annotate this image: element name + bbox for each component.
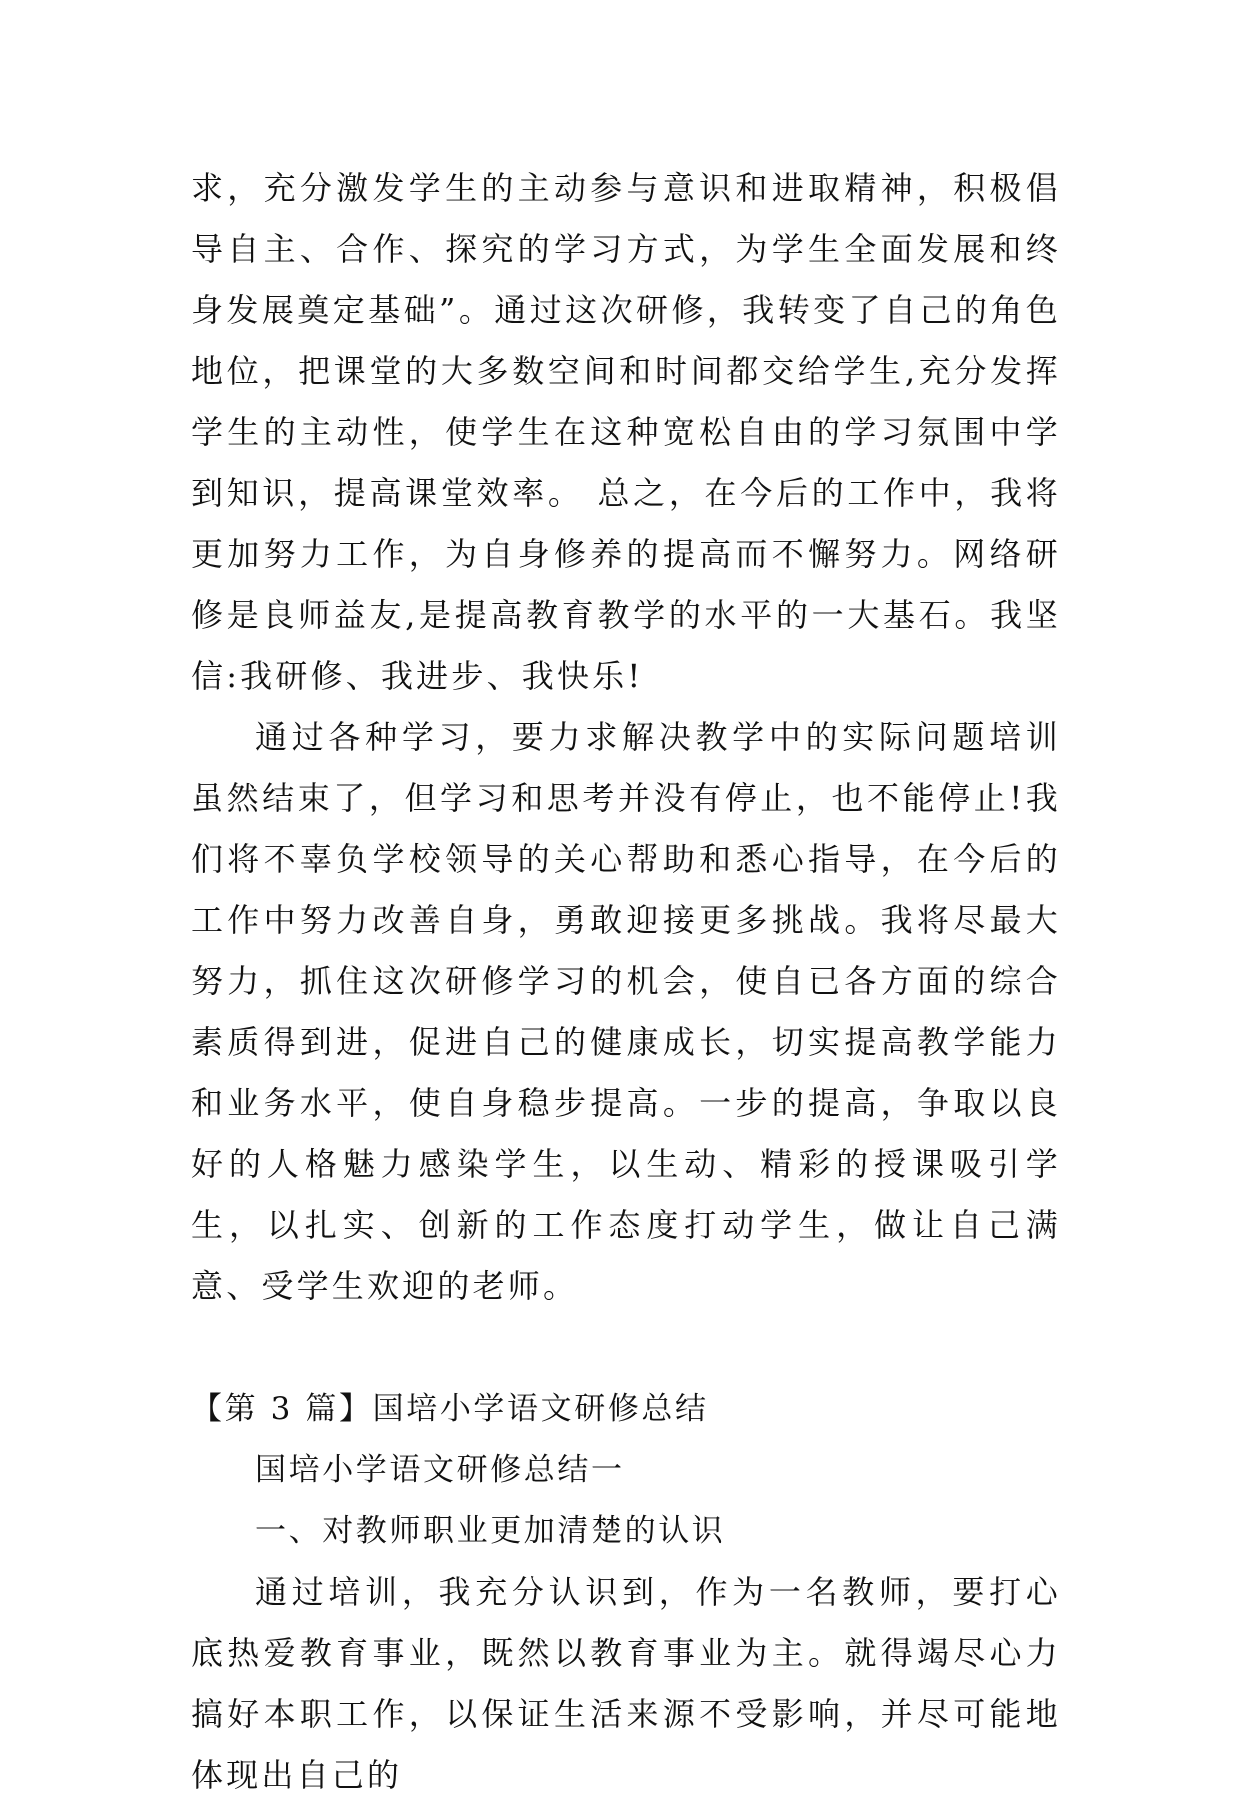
body-paragraph: 通过各种学习，要力求解决教学中的实际问题培训虽然结束了，但学习和思考并没有停止，也不能停止!我们将不辜负学校领导的关心帮助和悉心指导，在今后的工作中努力改善自身，勇敢迎接更多挑战。我将尽最大努力，抓住这次研修学习的机会，使自已各方面的综合素质得到进，促进自己的健康成长，切实提高教学能力和业务水平，使自身稳步提高。一步的提高，争取以良好的人格魅力感染学生，以生动、精彩的授课吸引学生，以扎实、创新的工作态度打动学生，做让自己满意、受学生欢迎的老师。 (191, 718, 1061, 1305)
document-subtitle: 国培小学语文研修总结一 (255, 1452, 625, 1488)
section-heading: 【第 3 篇】国培小学语文研修总结 (191, 1391, 709, 1427)
body-paragraph: 通过培训，我充分认识到，作为一名教师，要打心底热爱教育事业，既然以教育事业为主。就得竭尽心力搞好本职工作，以保证生活来源不受影响，并尽可能地体现出自己的 (191, 1573, 1061, 1794)
body-paragraph: 求，充分激发学生的主动参与意识和进取精神，积极倡导自主、合作、探究的学习方式，为学生全面发展和终身发展奠定基础”。通过这次研修，我转变了自己的角色地位，把课堂的大多数空间和时间都交给学生,充分发挥学生的主动性，使学生在这种宽松自由的学习氛围中学到知识，提高课堂效率。 总之，在今后的工作中，我将更加努力工作，为自身修养的提高而不懈努力。网络研修是良师益友,是提高教育教学的水平的一大基石。我坚信:我研修、我进步、我快乐! (191, 169, 1061, 695)
document-body (191, 158, 1061, 1806)
subheading: 一、对教师职业更加清楚的认识 (255, 1513, 726, 1549)
